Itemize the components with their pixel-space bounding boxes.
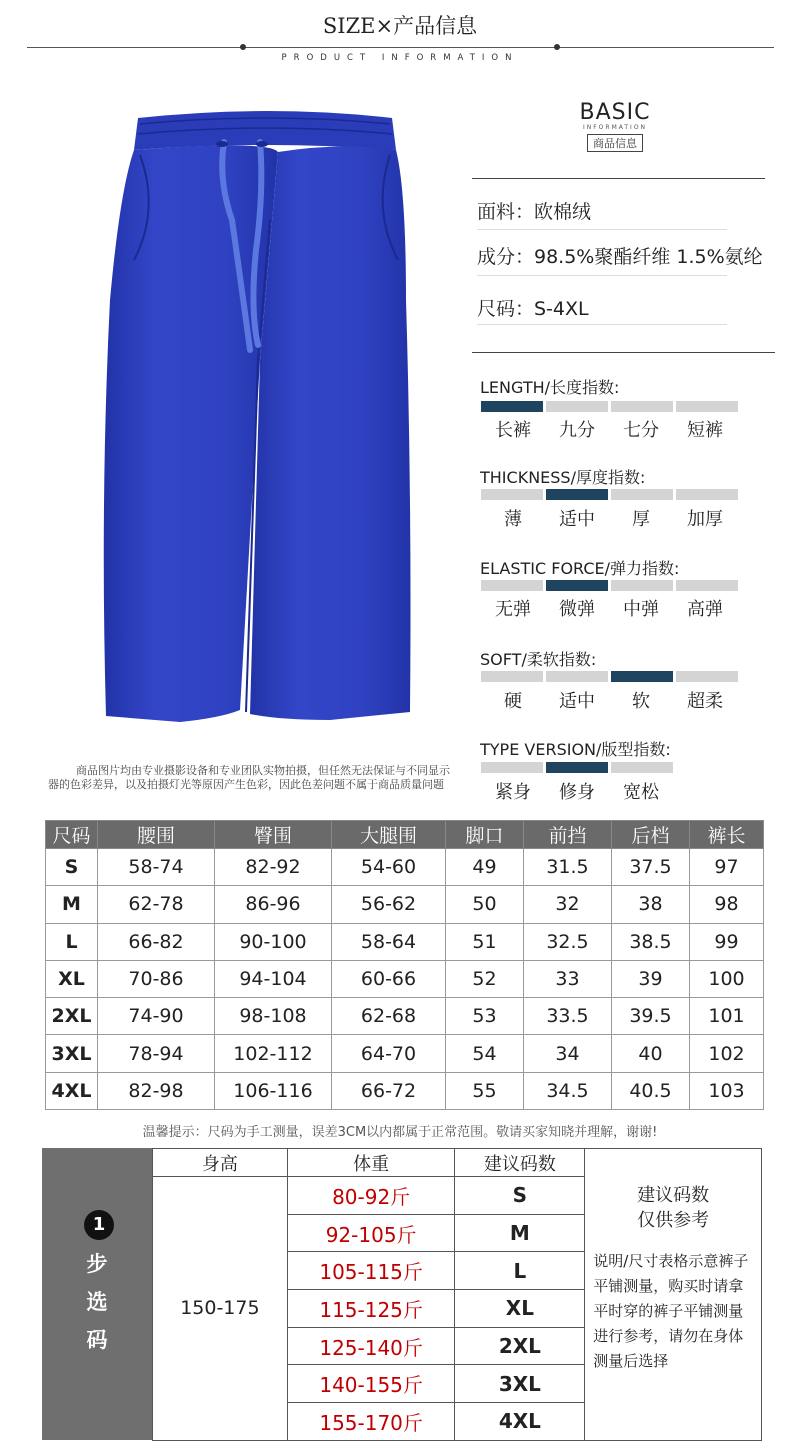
index-option-label: 软 <box>632 691 650 712</box>
basic-title: BASIC <box>579 100 651 125</box>
index-option-label: 短裤 <box>687 420 723 441</box>
selection-header-row <box>153 1149 762 1177</box>
basic-info-badge <box>572 100 658 152</box>
index-bar-segment <box>611 580 673 591</box>
index-bar-segment <box>676 489 738 500</box>
measurement-cell: 32 <box>524 886 612 923</box>
size-cell: 2XL <box>46 998 98 1035</box>
size-table-column-header: 裤长 <box>690 821 764 849</box>
measurement-cell: 39 <box>612 960 690 997</box>
index-bar-segment <box>676 401 738 412</box>
index-option-label: 超柔 <box>687 691 723 712</box>
advice-subtitle: 仅供参考 <box>637 1210 710 1231</box>
step-number: 1 <box>84 1210 114 1240</box>
size-table-header <box>46 821 764 849</box>
header-dot-right <box>554 44 560 50</box>
index-bar-segment <box>481 401 543 412</box>
measurement-cell: 49 <box>446 849 524 886</box>
basic-subtitle: INFORMATION <box>582 124 648 131</box>
weight-range-cell: 155-170斤 <box>287 1403 455 1441</box>
measurement-cell: 82-92 <box>215 849 332 886</box>
basic-bottom-rule <box>472 352 775 353</box>
measurement-cell: 62-68 <box>332 998 446 1035</box>
measurement-cell: 51 <box>446 923 524 960</box>
recommended-size-cell: M <box>455 1214 585 1252</box>
measurement-cell: 54 <box>446 1035 524 1072</box>
index-option-label: 薄 <box>504 509 522 530</box>
weight-range-cell: 105-115斤 <box>287 1252 455 1290</box>
composition-info: 成分：98.5%聚酯纤维 1.5%氨纶 <box>477 246 763 268</box>
product-image <box>100 100 430 740</box>
recommended-size-cell: 3XL <box>455 1365 585 1403</box>
measurement-cell: 58-64 <box>332 923 446 960</box>
index-option-label: 厚 <box>632 509 650 530</box>
index-bar-segment <box>546 671 608 682</box>
index-bar-segment <box>676 671 738 682</box>
info-separator <box>477 275 727 276</box>
measurement-cell: 52 <box>446 960 524 997</box>
basic-badge-label: 商品信息 <box>587 134 643 152</box>
step-label-char: 步 <box>86 1252 108 1276</box>
size-advice-note <box>585 1149 762 1441</box>
size-table-body <box>46 849 764 1110</box>
measurement-cell: 90-100 <box>215 923 332 960</box>
measurement-cell: 55 <box>446 1072 524 1109</box>
size-table-column-header: 大腿围 <box>332 821 446 849</box>
index-option-label: 宽松 <box>623 782 659 803</box>
measurement-cell: 60-66 <box>332 960 446 997</box>
index-bar-segment <box>481 580 543 591</box>
index-bar-segment <box>481 671 543 682</box>
index-option-label: 长裤 <box>495 420 531 441</box>
step-label-char: 选 <box>86 1290 108 1314</box>
page-title: SIZE×产品信息 <box>322 14 478 38</box>
height-range-cell: 150-175 <box>153 1177 288 1441</box>
recommended-size-cell: L <box>455 1252 585 1290</box>
measurement-cell: 103 <box>690 1072 764 1109</box>
index-bar-segment <box>481 489 543 500</box>
weight-range-cell: 92-105斤 <box>287 1214 455 1252</box>
index-bar-segment <box>546 489 608 500</box>
index-option-label: 七分 <box>623 420 659 441</box>
measurement-cell: 50 <box>446 886 524 923</box>
advice-title: 建议码数 <box>637 1185 710 1206</box>
measurement-cell: 53 <box>446 998 524 1035</box>
measurement-cell: 97 <box>690 849 764 886</box>
image-disclaimer: 商品图片均由专业摄影设备和专业团队实物拍摄，但任然无法保证与不同显示器的色彩差异，以及拍摄灯光等原因产生色彩，因此色差问题不属于商品质量问题 <box>48 764 450 791</box>
advice-body: 说明/尺寸表格示意裤子平铺测量，购买时请拿平时穿的裤子平铺测量进行参考，请勿在身体测量后选择 <box>593 1252 749 1370</box>
size-table-column-header: 脚口 <box>446 821 524 849</box>
table-row <box>46 998 764 1035</box>
measurement-cell: 38.5 <box>612 923 690 960</box>
size-cell: M <box>46 886 98 923</box>
index-option-label: 中弹 <box>623 599 659 620</box>
measurement-cell: 40 <box>612 1035 690 1072</box>
header-dot-left <box>240 44 246 50</box>
selection-column-header: 体重 <box>287 1149 455 1177</box>
measurement-cell: 101 <box>690 998 764 1035</box>
size-cell: S <box>46 849 98 886</box>
index-bar-segment <box>546 401 608 412</box>
size-table-column-header: 前挡 <box>524 821 612 849</box>
index-option-label: 无弹 <box>495 599 531 620</box>
measurement-cell: 98 <box>690 886 764 923</box>
index-option-label: 适中 <box>559 509 595 530</box>
measurement-cell: 98-108 <box>215 998 332 1035</box>
info-separator <box>477 229 727 230</box>
measurement-cell: 64-70 <box>332 1035 446 1072</box>
measurement-cell: 99 <box>690 923 764 960</box>
measurement-cell: 70-86 <box>98 960 215 997</box>
index-bar-segment <box>611 489 673 500</box>
page-subtitle: PRODUCT INFORMATION <box>281 53 519 63</box>
size-selection-table <box>152 1148 762 1441</box>
measurement-cell: 58-74 <box>98 849 215 886</box>
index-title-elastic: ELASTIC FORCE/弹力指数: <box>480 559 680 578</box>
measurement-cell: 34 <box>524 1035 612 1072</box>
index-bar-segment <box>546 580 608 591</box>
measurement-cell: 34.5 <box>524 1072 612 1109</box>
measurement-cell: 94-104 <box>215 960 332 997</box>
weight-range-cell: 140-155斤 <box>287 1365 455 1403</box>
index-title-type: TYPE VERSION/版型指数: <box>480 740 671 759</box>
recommended-size-cell: 2XL <box>455 1327 585 1365</box>
index-bar-segment <box>611 401 673 412</box>
measurement-cell: 62-78 <box>98 886 215 923</box>
measurement-cell: 54-60 <box>332 849 446 886</box>
table-row <box>46 1072 764 1109</box>
step-panel <box>42 1148 152 1440</box>
size-table-column-header: 后档 <box>612 821 690 849</box>
weight-range-cell: 125-140斤 <box>287 1327 455 1365</box>
measurement-cell: 102 <box>690 1035 764 1072</box>
measurement-cell: 56-62 <box>332 886 446 923</box>
size-table-column-header: 腰围 <box>98 821 215 849</box>
index-option-label: 加厚 <box>687 509 723 530</box>
measurement-cell: 37.5 <box>612 849 690 886</box>
index-bar-segment <box>546 762 608 773</box>
index-option-label: 修身 <box>559 782 595 803</box>
left-leg <box>104 145 278 722</box>
size-cell: XL <box>46 960 98 997</box>
selection-column-header: 建议码数 <box>455 1149 585 1177</box>
size-table-column-header: 尺码 <box>46 821 98 849</box>
measurement-cell: 78-94 <box>98 1035 215 1072</box>
size-range-info: 尺码：S-4XL <box>477 298 589 320</box>
recommended-size-cell: 4XL <box>455 1403 585 1441</box>
measurement-cell: 74-90 <box>98 998 215 1035</box>
measurement-cell: 33.5 <box>524 998 612 1035</box>
measurement-cell: 31.5 <box>524 849 612 886</box>
size-cell: 4XL <box>46 1072 98 1109</box>
table-row <box>46 923 764 960</box>
measurement-cell: 38 <box>612 886 690 923</box>
index-option-label: 高弹 <box>687 599 723 620</box>
index-option-label: 适中 <box>559 691 595 712</box>
fabric-info: 面料：欧棉绒 <box>477 201 592 223</box>
table-row <box>46 960 764 997</box>
measurement-cell: 100 <box>690 960 764 997</box>
index-title-soft: SOFT/柔软指数: <box>480 650 597 669</box>
size-table-column-header: 臀围 <box>215 821 332 849</box>
measurement-cell: 40.5 <box>612 1072 690 1109</box>
weight-range-cell: 80-92斤 <box>287 1177 455 1215</box>
size-selection-guide <box>42 1148 762 1440</box>
weight-range-cell: 115-125斤 <box>287 1290 455 1328</box>
measurement-cell: 66-72 <box>332 1072 446 1109</box>
selection-column-header: 身高 <box>153 1149 288 1177</box>
measurement-cell: 106-116 <box>215 1072 332 1109</box>
table-row <box>46 849 764 886</box>
measurement-tip: 温馨提示：尺码为手工测量，误差3CM以内都属于正常范围。敬请买家知晓并理解，谢谢! <box>142 1125 658 1140</box>
index-bar-segment <box>676 580 738 591</box>
measurement-cell: 33 <box>524 960 612 997</box>
recommended-size-cell: S <box>455 1177 585 1215</box>
size-table <box>45 820 764 1110</box>
step-label-char: 码 <box>86 1328 108 1352</box>
index-bar-segment <box>611 671 673 682</box>
table-row <box>46 886 764 923</box>
info-separator <box>477 324 727 325</box>
index-option-label: 硬 <box>504 691 522 712</box>
table-row <box>46 1035 764 1072</box>
measurement-cell: 82-98 <box>98 1072 215 1109</box>
size-cell: 3XL <box>46 1035 98 1072</box>
index-bar-segment <box>611 762 673 773</box>
index-option-label: 紧身 <box>495 782 531 803</box>
index-option-label: 微弹 <box>559 599 595 620</box>
measurement-cell: 39.5 <box>612 998 690 1035</box>
header-divider <box>27 47 774 48</box>
measurement-cell: 102-112 <box>215 1035 332 1072</box>
index-bar-segment <box>481 762 543 773</box>
index-option-label: 九分 <box>559 420 595 441</box>
index-title-length: LENGTH/长度指数: <box>480 378 620 397</box>
measurement-cell: 66-82 <box>98 923 215 960</box>
index-title-thickness: THICKNESS/厚度指数: <box>480 468 646 487</box>
basic-top-rule <box>472 178 765 179</box>
size-cell: L <box>46 923 98 960</box>
recommended-size-cell: XL <box>455 1290 585 1328</box>
measurement-cell: 32.5 <box>524 923 612 960</box>
measurement-cell: 86-96 <box>215 886 332 923</box>
